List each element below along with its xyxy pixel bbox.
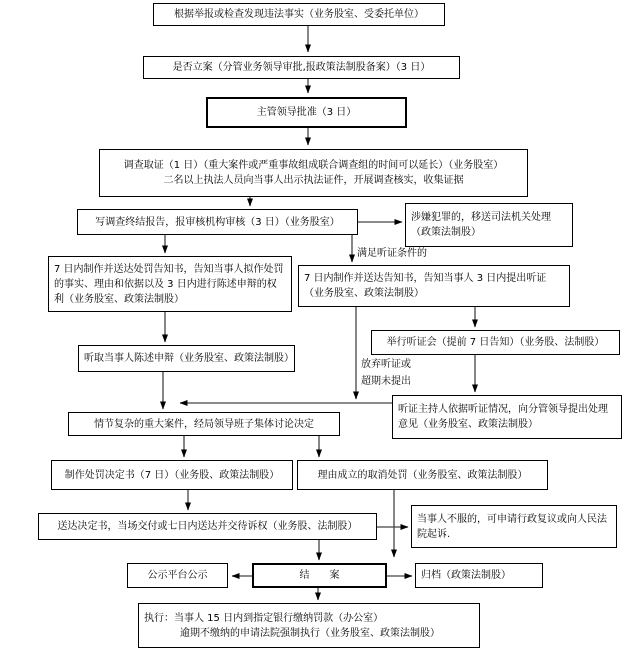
node-final-report-review xyxy=(77,209,358,235)
node-publicity xyxy=(127,563,228,588)
node-hearing-label: 举行听证会（提前 7 日告知）（业务股、法制股） xyxy=(386,337,605,348)
node-final-report-review-label: 写调查终结报告，报审核机构审核（3 日）（业务股室） xyxy=(95,216,340,228)
node-hearing-notification xyxy=(298,265,570,307)
node-collective-discussion-label: 情节复杂的重大案件，经局领导班子集体讨论决定 xyxy=(94,418,314,430)
node-serve-decision xyxy=(38,513,377,540)
node-cancel-penalty xyxy=(297,460,548,490)
node-statement-defense xyxy=(78,345,295,372)
node-case-filing-label: 是否立案（分管业务领导审批,报政策法制股备案）（3 日） xyxy=(172,62,431,73)
node-case-closure xyxy=(252,563,387,588)
node-judicial-transfer-label: 涉嫌犯罪的，移送司法机关处理（政策法制股） xyxy=(411,212,551,238)
node-cancel-penalty-label: 理由成立的取消处罚（业务股室、政策法制股） xyxy=(317,469,528,481)
node-collective-discussion xyxy=(68,412,340,436)
node-penalty-decision xyxy=(51,460,293,490)
node-archive xyxy=(415,563,543,588)
node-judicial-transfer xyxy=(405,203,573,247)
node-penalty-notification-label: 7 日内制作并送达处罚告知书，告知当事人拟作处罚的事实、理由和依据以及 3 日内进行陈述申辩的权利（业务股室、政策法制股） xyxy=(54,263,284,305)
edge-label-meets-hearing-condition: 满足听证条件的 xyxy=(357,248,427,259)
node-statement-defense-label: 听取当事人陈述申辩（业务股室、政策法制股） xyxy=(84,353,294,364)
node-hearing-notification-label: 7 日内制作并送达告知书，告知当事人 3 日内提出听证（业务股室、政策法制股） xyxy=(304,273,547,299)
node-investigation xyxy=(99,149,528,197)
node-execution-line1: 执行：当事人 15 日内到指定银行缴纳罚款（办公室） xyxy=(144,612,384,624)
node-leader-approval-label: 主管领导批准（3 日） xyxy=(256,107,357,118)
node-report-label: 根据举报或检查发现违法事实（业务股室、受委托单位） xyxy=(174,9,424,20)
node-appeal xyxy=(411,505,617,548)
node-case-filing xyxy=(143,56,460,79)
node-investigation-line2: 二名以上执法人员向当事人出示执法证件，开展调查核实，收集证据 xyxy=(163,175,464,186)
edge-label-waive-hearing-line1: 放弃听证或 xyxy=(361,359,411,370)
node-execution-line2: 逾期不缴纳的申请法院强制执行（业务股室、政策法制股） xyxy=(180,627,440,639)
node-appeal-label: 当事人不服的，可申请行政复议或向人民法院起诉. xyxy=(417,513,607,540)
node-publicity-label: 公示平台公示 xyxy=(147,570,208,581)
node-report xyxy=(153,3,445,26)
edge-label-waive-hearing-line2: 超期未提出 xyxy=(361,376,411,387)
node-hearing xyxy=(371,330,620,355)
node-leader-approval xyxy=(206,97,407,128)
node-penalty-decision-label: 制作处罚决定书（7 日）（业务股、政策法制股） xyxy=(64,469,280,481)
node-archive-label: 归档（政策法制股） xyxy=(421,570,511,581)
node-case-closure-label: 结 案 xyxy=(299,570,340,581)
node-serve-decision-label: 送达决定书，当场交付或七日内送达并交待诉权（业务股、法制股） xyxy=(57,521,358,532)
node-hearing-opinion xyxy=(392,395,622,439)
node-execution xyxy=(138,603,480,648)
node-penalty-notification xyxy=(48,256,292,312)
node-hearing-opinion-label: 听证主持人依据听证情况，向分管领导提出处理意见（业务股室、政策法制股） xyxy=(398,404,608,430)
node-investigation-line1: 调查取证（1 日）（重大案件或严重事故组成联合调查组的时间可以延长）（业务股室） xyxy=(123,160,504,171)
